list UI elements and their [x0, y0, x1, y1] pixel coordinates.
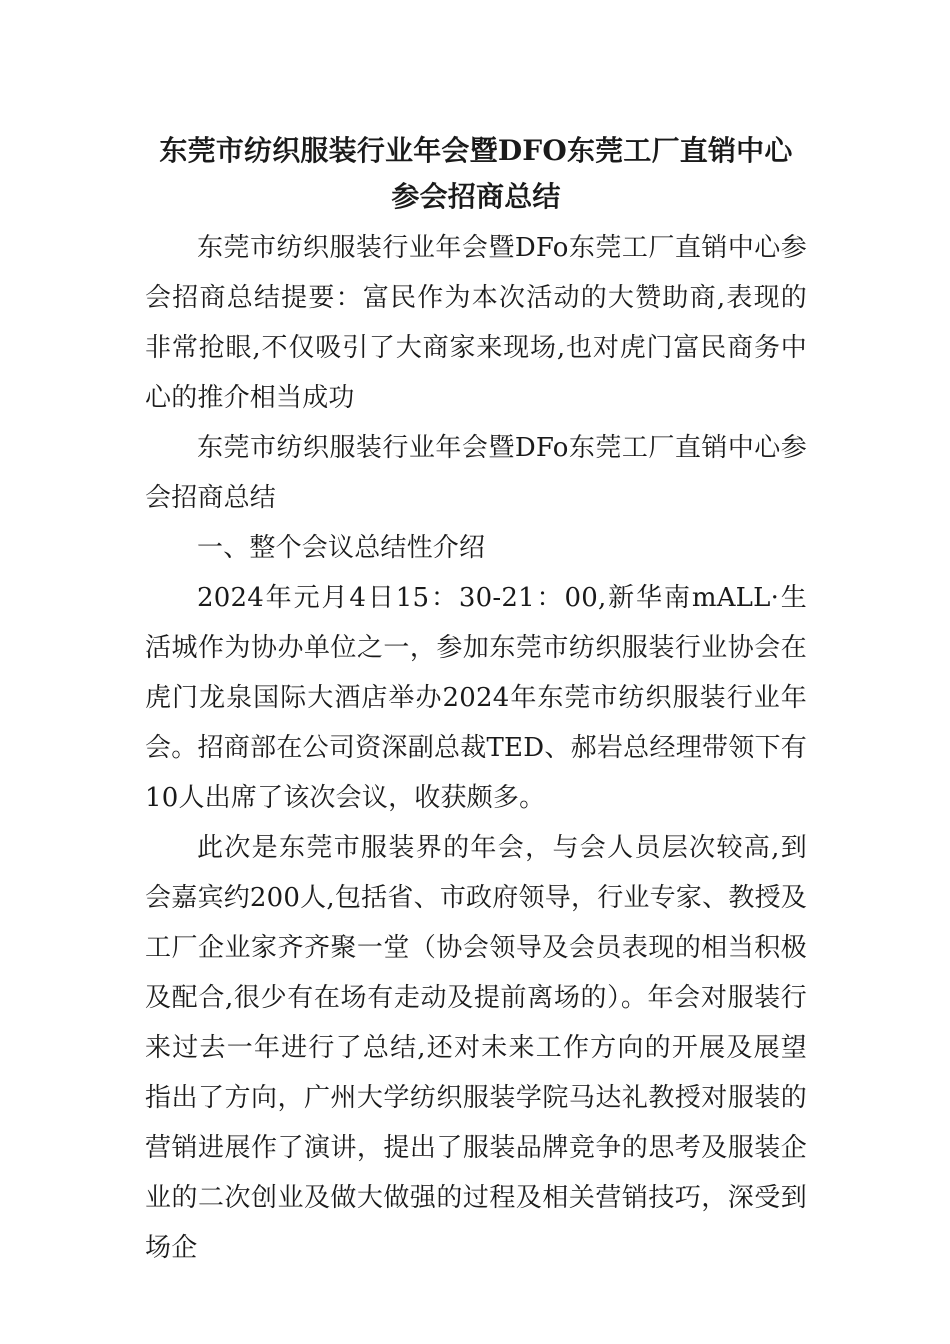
document-title — [145, 128, 807, 220]
title-line-2: 参会招商总结 — [391, 180, 561, 213]
section-heading: 一、整个会议总结性介绍 — [197, 533, 486, 563]
subtitle-paragraph: 东莞市纺织服装行业年会暨DFo东莞工厂直销中心参会招商总结 — [145, 433, 807, 513]
body-paragraph: 2024年元月4日15：30-21：00,新华南mALL·生活城作为协办单位之一，参加东莞市纺织服装行业协会在虎门龙泉国际大酒店举办2024年东莞市纺织服装行业年会。招商部在公司资深副总裁TED、郝岩总经理带领下有10人出席了该次会议，收获颇多。 — [145, 583, 807, 813]
body-paragraph: 此次是东莞市服装界的年会，与会人员层次较高,到会嘉宾约200人,包括省、市政府领导，行业专家、教授及工厂企业家齐齐聚一堂（协会领导及会员表现的相当积极及配合,很少有在场有走动及提前离场的）。年会对服装行来过去一年进行了总结,还对未来工作方向的开展及展望指出了方向，广州大学纺织服装学院马达礼教授对服装的营销进展作了演讲，提出了服装品牌竞争的思考及服装企业的二次创业及做大做强的过程及相关营销技巧，深受到场企 — [145, 833, 807, 1263]
summary-paragraph: 东莞市纺织服装行业年会暨DFo东莞工厂直销中心参会招商总结提要：富民作为本次活动的大赞助商,表现的非常抢眼,不仅吸引了大商家来现场,也对虎门富民商务中心的推介相当成功 — [145, 233, 807, 413]
document-body — [145, 128, 807, 1273]
title-line-1: 东莞市纺织服装行业年会暨DFO东莞工厂直销中心 — [159, 134, 793, 167]
